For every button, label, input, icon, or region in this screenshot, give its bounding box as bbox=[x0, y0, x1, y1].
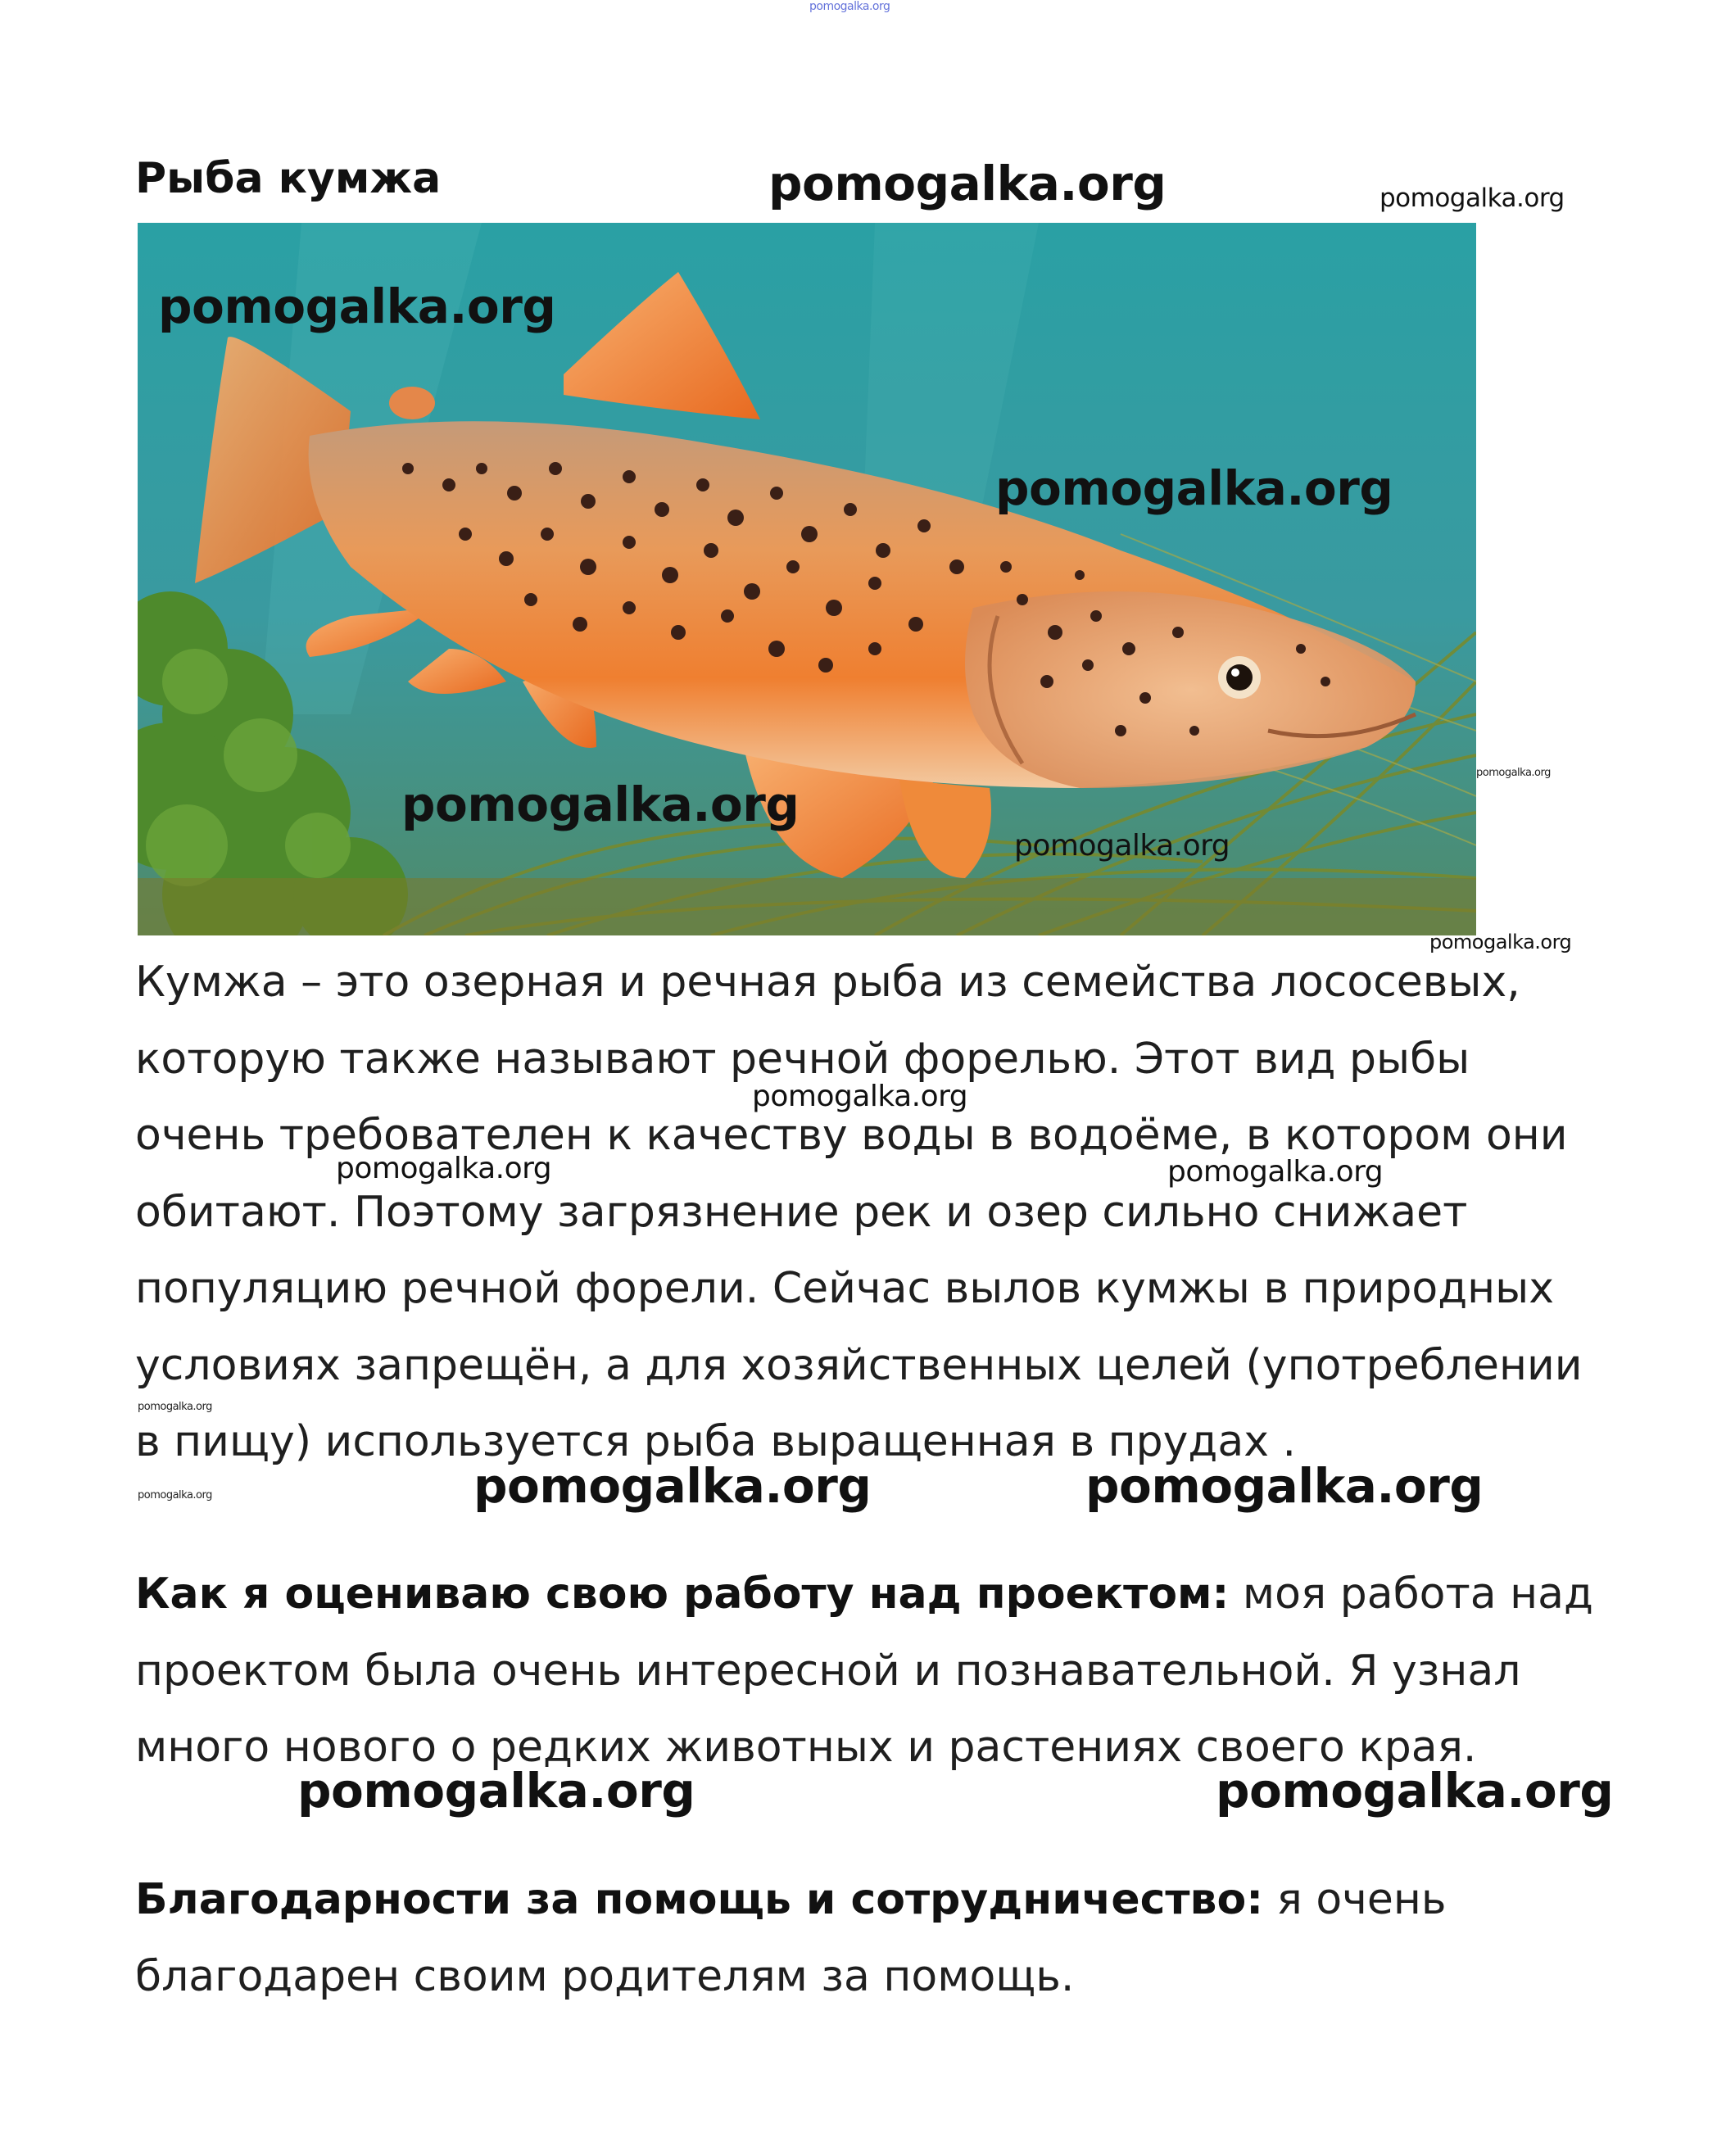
watermark-photo-bottom-right: pomogalka.org bbox=[1014, 829, 1230, 863]
watermark-text-8: pomogalka.org bbox=[297, 1763, 695, 1819]
acknowledgements-text: я очень благодарен своим родителям за помощь. bbox=[135, 1875, 1447, 2001]
watermark-header-center: pomogalka.org bbox=[768, 156, 1167, 211]
watermark-top: pomogalka.org bbox=[809, 0, 890, 13]
watermark-text-3: pomogalka.org bbox=[1167, 1155, 1384, 1189]
paragraph-description-text: Кумжа – это озерная и речная рыба из семейства лососевых, которую также называют речной форелью. Этот вид рыбы очень требователен к качеству воды в водоёме, в котором они обитают. Поэтому загрязнение рек и озер сильно снижает популяцию речной форели. Сейчас вылов кумжы в природных условиях запрещён, а для хозяйственных целей (употреблении в пищу) используется рыба выращенная в прудах . bbox=[135, 958, 1583, 1466]
watermark-header-right: pomogalka.org bbox=[1379, 183, 1565, 213]
paragraph-self-assessment bbox=[135, 1556, 1593, 1787]
watermark-text-9: pomogalka.org bbox=[1216, 1763, 1614, 1819]
paragraph-acknowledgements bbox=[135, 1862, 1593, 2015]
self-assessment-text: моя работа над проектом была очень интересной и познавательной. Я узнал много нового о редких животных и растениях своего края. bbox=[135, 1569, 1593, 1772]
watermark-text-6: pomogalka.org bbox=[473, 1458, 872, 1514]
watermark-photo-bottom-left: pomogalka.org bbox=[401, 777, 800, 832]
watermark-photo-top-left: pomogalka.org bbox=[158, 279, 556, 334]
watermark-text-4: pomogalka.org bbox=[138, 1401, 212, 1413]
self-assessment-label: Как я оцениваю свою работу над проектом: bbox=[135, 1569, 1230, 1619]
watermark-text-5: pomogalka.org bbox=[138, 1489, 212, 1502]
paragraph-description bbox=[135, 944, 1593, 1481]
watermark-text-2: pomogalka.org bbox=[336, 1152, 552, 1185]
watermark-photo-middle-right: pomogalka.org bbox=[995, 460, 1393, 516]
watermark-text-7: pomogalka.org bbox=[1085, 1458, 1484, 1514]
page-title: Рыба кумжа bbox=[135, 154, 442, 203]
watermark-text-1: pomogalka.org bbox=[752, 1080, 968, 1113]
watermark-photo-below: pomogalka.org bbox=[1429, 931, 1572, 953]
watermark-photo-side: pomogalka.org bbox=[1476, 767, 1551, 779]
acknowledgements-label: Благодарности за помощь и сотрудничество: bbox=[135, 1875, 1263, 1924]
